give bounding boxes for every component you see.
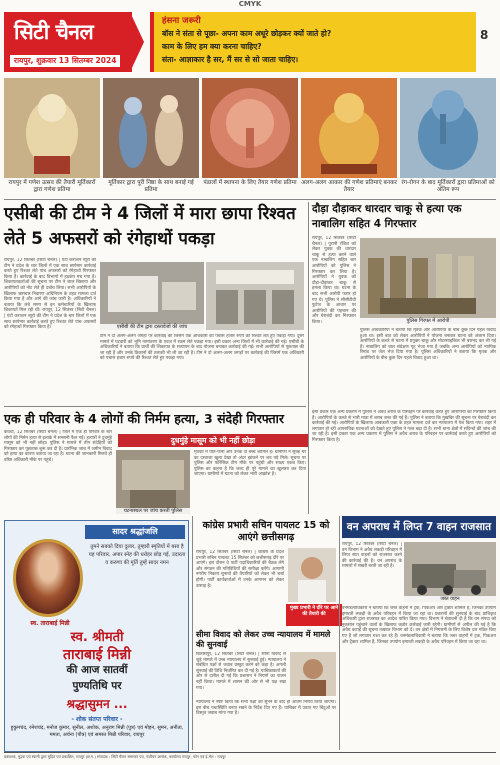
idol-caption-1: रायपुर में गणेश उत्सव की तैयारी मूर्तिकारों द्वारा गणेश प्रतिमा: [8, 180, 96, 193]
idol-photo-3: [202, 78, 298, 196]
headline-sachin-pilot: कांग्रेस प्रभारी सचिन पायलट 15 को आएंगे छत्तीसगढ़: [202, 520, 330, 543]
article-murder-column-1: कवर्धा, 12 सितंबर (सिटी चैनल) | जिले में एक ही परिवार के चार लोगों की निर्मम हत्या से इलाके में सनसनी फैल गई। हत्यारों ने दुधमुंहे मासूम को भी नहीं छोड़ा। पुलिस ने मामले में तीन संदेहियों को गिरफ्तार कर पूछताछ शुरू कर दी है। प्रारंभिक जांच में जमीन विवाद को हत्या का कारण बताया जा रहा है। घटना की जानकारी मिलते ही वरिष्ठ अधिकारी मौके पर पहुंचे।: [4, 430, 112, 463]
joke-line-1: बॉस ने संता से पूछा- अपना काम अधूरे छोड़कर क्यों जाते हो?: [162, 29, 332, 38]
photo-murder-scene: [116, 450, 190, 514]
idol-image-5: [400, 78, 496, 178]
memorial-portrait-name: स्व. ताराबाई मिन्नी: [30, 620, 70, 627]
memorial-family-title: - शोक संतप्त परिवार -: [71, 716, 123, 723]
joke-title: हंसना जरूरी: [162, 16, 201, 26]
idol-caption-4: अलग-अलग आकार की गणेश प्रतिमाएं बनकर तैयार: [301, 180, 397, 193]
column-rule-2: [339, 516, 340, 750]
memorial-heading: सादर श्रद्धांजलि: [85, 525, 185, 539]
memorial-line-1: स्व. श्रीमती: [70, 630, 124, 645]
article-knife-column-1: रायपुर, 12 सितंबर (सिटी चैनल) | पुरानी रंजिश को लेकर युवक की धारदार चाकू से हत्या करने वाले एक नाबालिग सहित चार आरोपियों को पुलिस ने गिरफ्तार कर लिया है। आरोपियों ने युवक को दौड़ा-दौड़ाकर चाकू से हमला किया था। घटना के बाद सभी आरोपी फरार हो गए थे। पुलिस ने सीसीटीवी फुटेज के आधार पर आरोपियों की पहचान की और घेराबंदी कर गिरफ्तार किया।: [312, 236, 356, 325]
idol-photo-5: [400, 78, 496, 196]
photo-acb-office: [206, 262, 304, 330]
joke-line-2: काम के लिए हम क्या करना चाहिए?: [162, 42, 262, 51]
memorial-poem: तुमने सबको दिया दुलार, तुम्हारी स्मृतियों में बसा है यह परिवार, अपार स्नेह की धरोहर छोड़ गई, उदारता व करुणा की मूर्ति तुम्हें सादर नमन: [88, 544, 186, 566]
idol-image-2: [103, 78, 199, 178]
column-rule-3: [308, 202, 309, 514]
imprint-footer: प्रकाशक, मुद्रक एवं स्वामी द्वारा मुद्रित एवं प्रकाशित, रायपुर (छ.ग.) संपादक : सिटी चैनल समाचार पत्र, पंजीयन क्रमांक, कार्यालय रायपुर, फोन एवं ई-मेल : रायपुर: [4, 752, 496, 759]
headline-forest-vehicles: वन अपराध में लिप्त 7 वाहन राजसात: [342, 516, 496, 538]
article-murder-column-2: मृतकों में पति-पत्नी और उनके दो बच्चे शामिल हैं। ग्रामीणों ने सुबह घर का दरवाजा खुला देखा तो अंदर झांकने पर शव पड़े मिले। सूचना पर पुलिस और फॉरेंसिक टीम मौके पर पहुंची और साक्ष्य एकत्र किए। पुलिस का कहना है कि जल्द ही पूरे मामले का खुलासा कर दिया जाएगा। ग्रामीणों में घटना को लेकर भारी आक्रोश है।: [194, 450, 306, 478]
memorial-portrait: [13, 539, 83, 617]
headline-family-murder: एक ही परिवार के 4 लोगों की निर्मम हत्या, 3 संदेही गिरफ्तार: [4, 411, 285, 426]
pullquote-box: मुख्य प्रभारी ने दौरे पर आने की तैयारी की: [286, 604, 342, 626]
headline-knife-murder: दौड़ा दौड़ाकर धारदार चाकू से हत्या एक नाबालिग सहित 4 गिरफ्तार: [312, 203, 462, 230]
memorial-line-3: की आज सातवीं: [66, 664, 128, 676]
article-knife-column-2: पुलिस अधिकारियों ने बताया कि मृतक और आरोपियों के बीच कुछ दिन पहले विवाद हुआ था। इसी बात को लेकर आरोपियों ने योजना बनाकर घटना को अंजाम दिया। आरोपियों के कब्जे से घटना में प्रयुक्त चाकू और मोटरसाइकिल भी बरामद कर ली गई है। नाबालिग को बाल संप्रेक्षण गृह भेजा गया है जबकि अन्य आरोपियों को न्यायिक रिमांड पर जेल भेज दिया गया है। पुलिस अधिकारियों ने बताया कि मृतक और आरोपियों के बीच कुछ दिन पहले विवाद हुआ था।: [360, 328, 496, 361]
article-acb-column-1: रायपुर, 12 सितंबर (सिटी चैनल) | एंटी करप्शन ब्यूरो की टीम ने प्रदेश के चार जिलों में एक साथ छापेमार कार्रवाई करते हुए रिश्वत लेते पांच अफसरों को रंगेहाथों गिरफ्तार किया है। कार्रवाई के बाद विभागों में हड़कंप मच गया है। शिकायतकर्ताओं की सूचना पर टीम ने जाल बिछाया और आरोपियों को नोट लेते ही दबोच लिया। सभी आरोपियों के खिलाफ भ्रष्टाचार निवारण अधिनियम के तहत मामला दर्ज किया गया है और आगे की जांच जारी है। अधिकारियों ने बताया कि लंबे समय से इन कर्मचारियों के खिलाफ शिकायतें मिल रही थीं। रायपुर, 12 सितंबर (सिटी चैनल) | एंटी करप्शन ब्यूरो की टीम ने प्रदेश के चार जिलों में एक साथ छापेमार कार्रवाई करते हुए रिश्वत लेते पांच अफसरों को रंगेहाथों गिरफ्तार किया है।: [4, 258, 96, 331]
idol-caption-3: पंडालों में स्थापना के लिए तैयार गणेश प्रतिमा: [203, 180, 297, 186]
joke-box: [150, 12, 476, 72]
article-acb-column-2: टीम ने दो अलग-अलग जगहों पर कार्रवाई की जिसमें एक अधिकारी को पचास हजार रुपये की रिश्वत लेते हुए पकड़ा गया। दूसरे मामले में पटवारी को भूमि नामांतरण के एवज में रकम लेते पकड़ा गया। इसी प्रकार अन्य जिलों में भी कार्रवाई की गई। एसीबी के अधिकारियों ने बताया कि प्रार्थी की शिकायत के सत्यापन के बाद योजना बनाकर कार्रवाई की गई। सभी आरोपियों से पूछताछ की जा रही है और उनके ठिकानों की तलाशी भी ली जा रही है। टीम ने दो अलग-अलग जगहों पर कार्रवाई की जिसमें एक अधिकारी को पचास हजार रुपये की रिश्वत लेते हुए पकड़ा गया।: [100, 334, 304, 362]
memorial-advertisement: [4, 520, 189, 752]
column-rule-1: [192, 516, 193, 750]
section-divider: [4, 199, 496, 200]
photo-sachin-pilot: [288, 548, 336, 602]
photo-acb-documents: [100, 262, 204, 330]
photo-police-arrest: [360, 238, 496, 324]
idol-caption-5: रंग-रोगन के बाद मूर्तिकारों द्वारा प्रतिमाओं को अंतिम रूप: [401, 180, 495, 193]
article-forest-column-1: रायपुर, 12 सितंबर (सिटी चैनल) | वन विभाग ने अवैध लकड़ी परिवहन में लिप्त सात वाहनों को राजसात करने की कार्रवाई की है। वन अपराध के मामलों में सख्ती बरती जा रही है।: [342, 542, 402, 570]
idol-caption-2: मूर्तिकार द्वारा पूरी निष्ठा के साथ बनाई गई प्रतिमा: [108, 180, 194, 193]
memorial-line-5: श्रद्धासुमन ...: [66, 697, 128, 711]
ganesh-idol-photo-strip: [4, 78, 496, 196]
article-knife-column-3: इसी प्रकार एक अन्य प्रकरण में पुलिस ने अवैध शराब के परिवहन पर कार्रवाई करते हुए आरोपियों को गिरफ्तार किया है। आरोपियों के कब्जे से भारी मात्रा में शराब जब्त की गई है। पुलिस ने बताया कि मुखबिर की सूचना पर घेराबंदी कर कार्रवाई की गई। आरोपियों के खिलाफ आबकारी एक्ट के तहत मामला दर्ज कर न्यायालय में पेश किया गया। शहर में लगातार हो रही आपराधिक घटनाओं को देखते हुए पुलिस ने गश्त बढ़ा दी है। सभी थाना क्षेत्रों में संदिग्धों की जांच की जा रही है। इसी प्रकार एक अन्य प्रकरण में पुलिस ने अवैध शराब के परिवहन पर कार्रवाई करते हुए आरोपियों को गिरफ्तार किया है।: [312, 410, 496, 443]
masthead: [4, 12, 132, 72]
newspaper-name: सिटी चैनल: [14, 20, 94, 44]
joke-line-3: संता- आज्ञाकार है सर, मैं सर से सो जाता चाहिए।: [162, 55, 299, 64]
headline-acb-raid: एसीबी की टीम ने 4 जिलों में मारा छापा रिश्वत लेते 5 अफसरों को रंगेहाथों पकड़ा: [4, 204, 296, 249]
article-highcourt-column-1: बिलासपुर, 12 सितंबर (सिटी चैनल) | सीमा विवाद से जुड़े मामले में उच्च न्यायालय में सुनवाई हुई। न्यायालय ने संबंधित पक्षों से जवाब प्रस्तुत करने को कहा है। अगली सुनवाई की तिथि निर्धारित कर दी गई है। याचिकाकर्ता की ओर से दलील दी गई कि प्रशासन ने नियमों का पालन नहीं किया। मामले में शासन की ओर से भी पक्ष रखा गया।: [196, 652, 286, 691]
idol-image-3: [202, 78, 298, 178]
page-number: 8: [480, 28, 489, 42]
photo-seized-vehicles: [404, 542, 496, 602]
photo-murder-caption: घटनास्थल पर जांच करती पुलिस: [116, 508, 190, 514]
memorial-family-names: हुकुमचंद, रमेशचंद, मनोज कुमार, सुनील, अशोक, अनुराग मिन्नी (पुत्र) एवं मोहन, सुमन, अनीता, ममता, अर्चना (पौत्र) एवं समस्त मिन्नी परिवार, रायपुर: [10, 725, 184, 738]
memorial-line-2: ताराबाई मिन्नी: [63, 647, 131, 663]
idol-image-4: [301, 78, 397, 178]
idol-photo-4: [301, 78, 397, 196]
murder-subheadline-banner: दुधमुंहे मासूम को भी नहीं छोड़ा: [118, 434, 308, 447]
photo-official: [290, 652, 336, 696]
print-registration-mark: CMYK: [238, 0, 262, 8]
issue-date: रायपुर, शुक्रवार 13 सितम्बर 2024: [10, 55, 120, 67]
idol-image-1: [4, 78, 100, 178]
photo-arrest-caption: पुलिस गिरफ्त में आरोपी: [360, 318, 496, 324]
headline-high-court: सीमा विवाद को लेकर उच्च न्यायालय में मामले की सुनवाई: [196, 630, 331, 649]
photo-vehicles-caption: जब्त वाहन: [404, 596, 496, 602]
article-forest-column-2: वनमंडलाधिकारी ने बताया कि जब्त वाहनों में ट्रक, पिकअप और ट्रैक्टर शामिल हैं, जिनका उपयोग इमारती लकड़ी के अवैध परिवहन में किया जा रहा था। प्रकरणों की सुनवाई के बाद प्राधिकृत अधिकारी द्वारा राजसात का आदेश पारित किया गया। विभाग ने चेतावनी दी है कि वन संपदा को नुकसान पहुंचाने वालों के खिलाफ कठोर कार्रवाई जारी रहेगी। ग्रामीणों से अपील की गई है कि अवैध कटाई की सूचना तत्काल विभाग को दें। वन क्षेत्रों में निगरानी के लिए विशेष दल गठित किए गए हैं जो लगातार गश्त कर रहे हैं। वनमंडलाधिकारी ने बताया कि जब्त वाहनों में ट्रक, पिकअप और ट्रैक्टर शामिल हैं, जिनका उपयोग इमारती लकड़ी के अवैध परिवहन में किया जा रहा था।: [342, 606, 496, 645]
photo-acb-caption: एसीबी की टीम द्वारा दस्तावेजों की जांच: [100, 324, 204, 330]
memorial-line-4: पुण्यतिथि पर: [72, 680, 122, 692]
idol-photo-1: [4, 78, 100, 196]
article-congress-column-1: रायपुर, 12 सितंबर (सिटी चैनल) | कांग्रेस के प्रदेश प्रभारी सचिन पायलट 15 सितंबर को छत्तीसगढ़ दौरे पर आएंगे। इस दौरान वे पार्टी पदाधिकारियों की बैठक लेंगे और संगठन की गतिविधियों की समीक्षा करेंगे। आगामी नगरीय निकाय चुनावों की तैयारियों को लेकर भी चर्चा होगी। पार्टी कार्यकर्ताओं में उनके आगमन को लेकर उत्साह है।: [196, 550, 284, 589]
section-divider-murder: [4, 406, 306, 407]
idol-photo-2: [103, 78, 199, 196]
masthead-arrow-decoration: [130, 12, 144, 72]
article-highcourt-column-2: न्यायालय ने स्पष्ट किया कि सभी पक्षों को सुनने के बाद ही अंतिम निर्णय लिया जाएगा। इस बीच यथास्थिति बनाए रखने के निर्देश दिए गए हैं। याचिका में उठाए गए बिंदुओं पर विस्तृत जवाब मांगा गया है।: [196, 700, 336, 717]
